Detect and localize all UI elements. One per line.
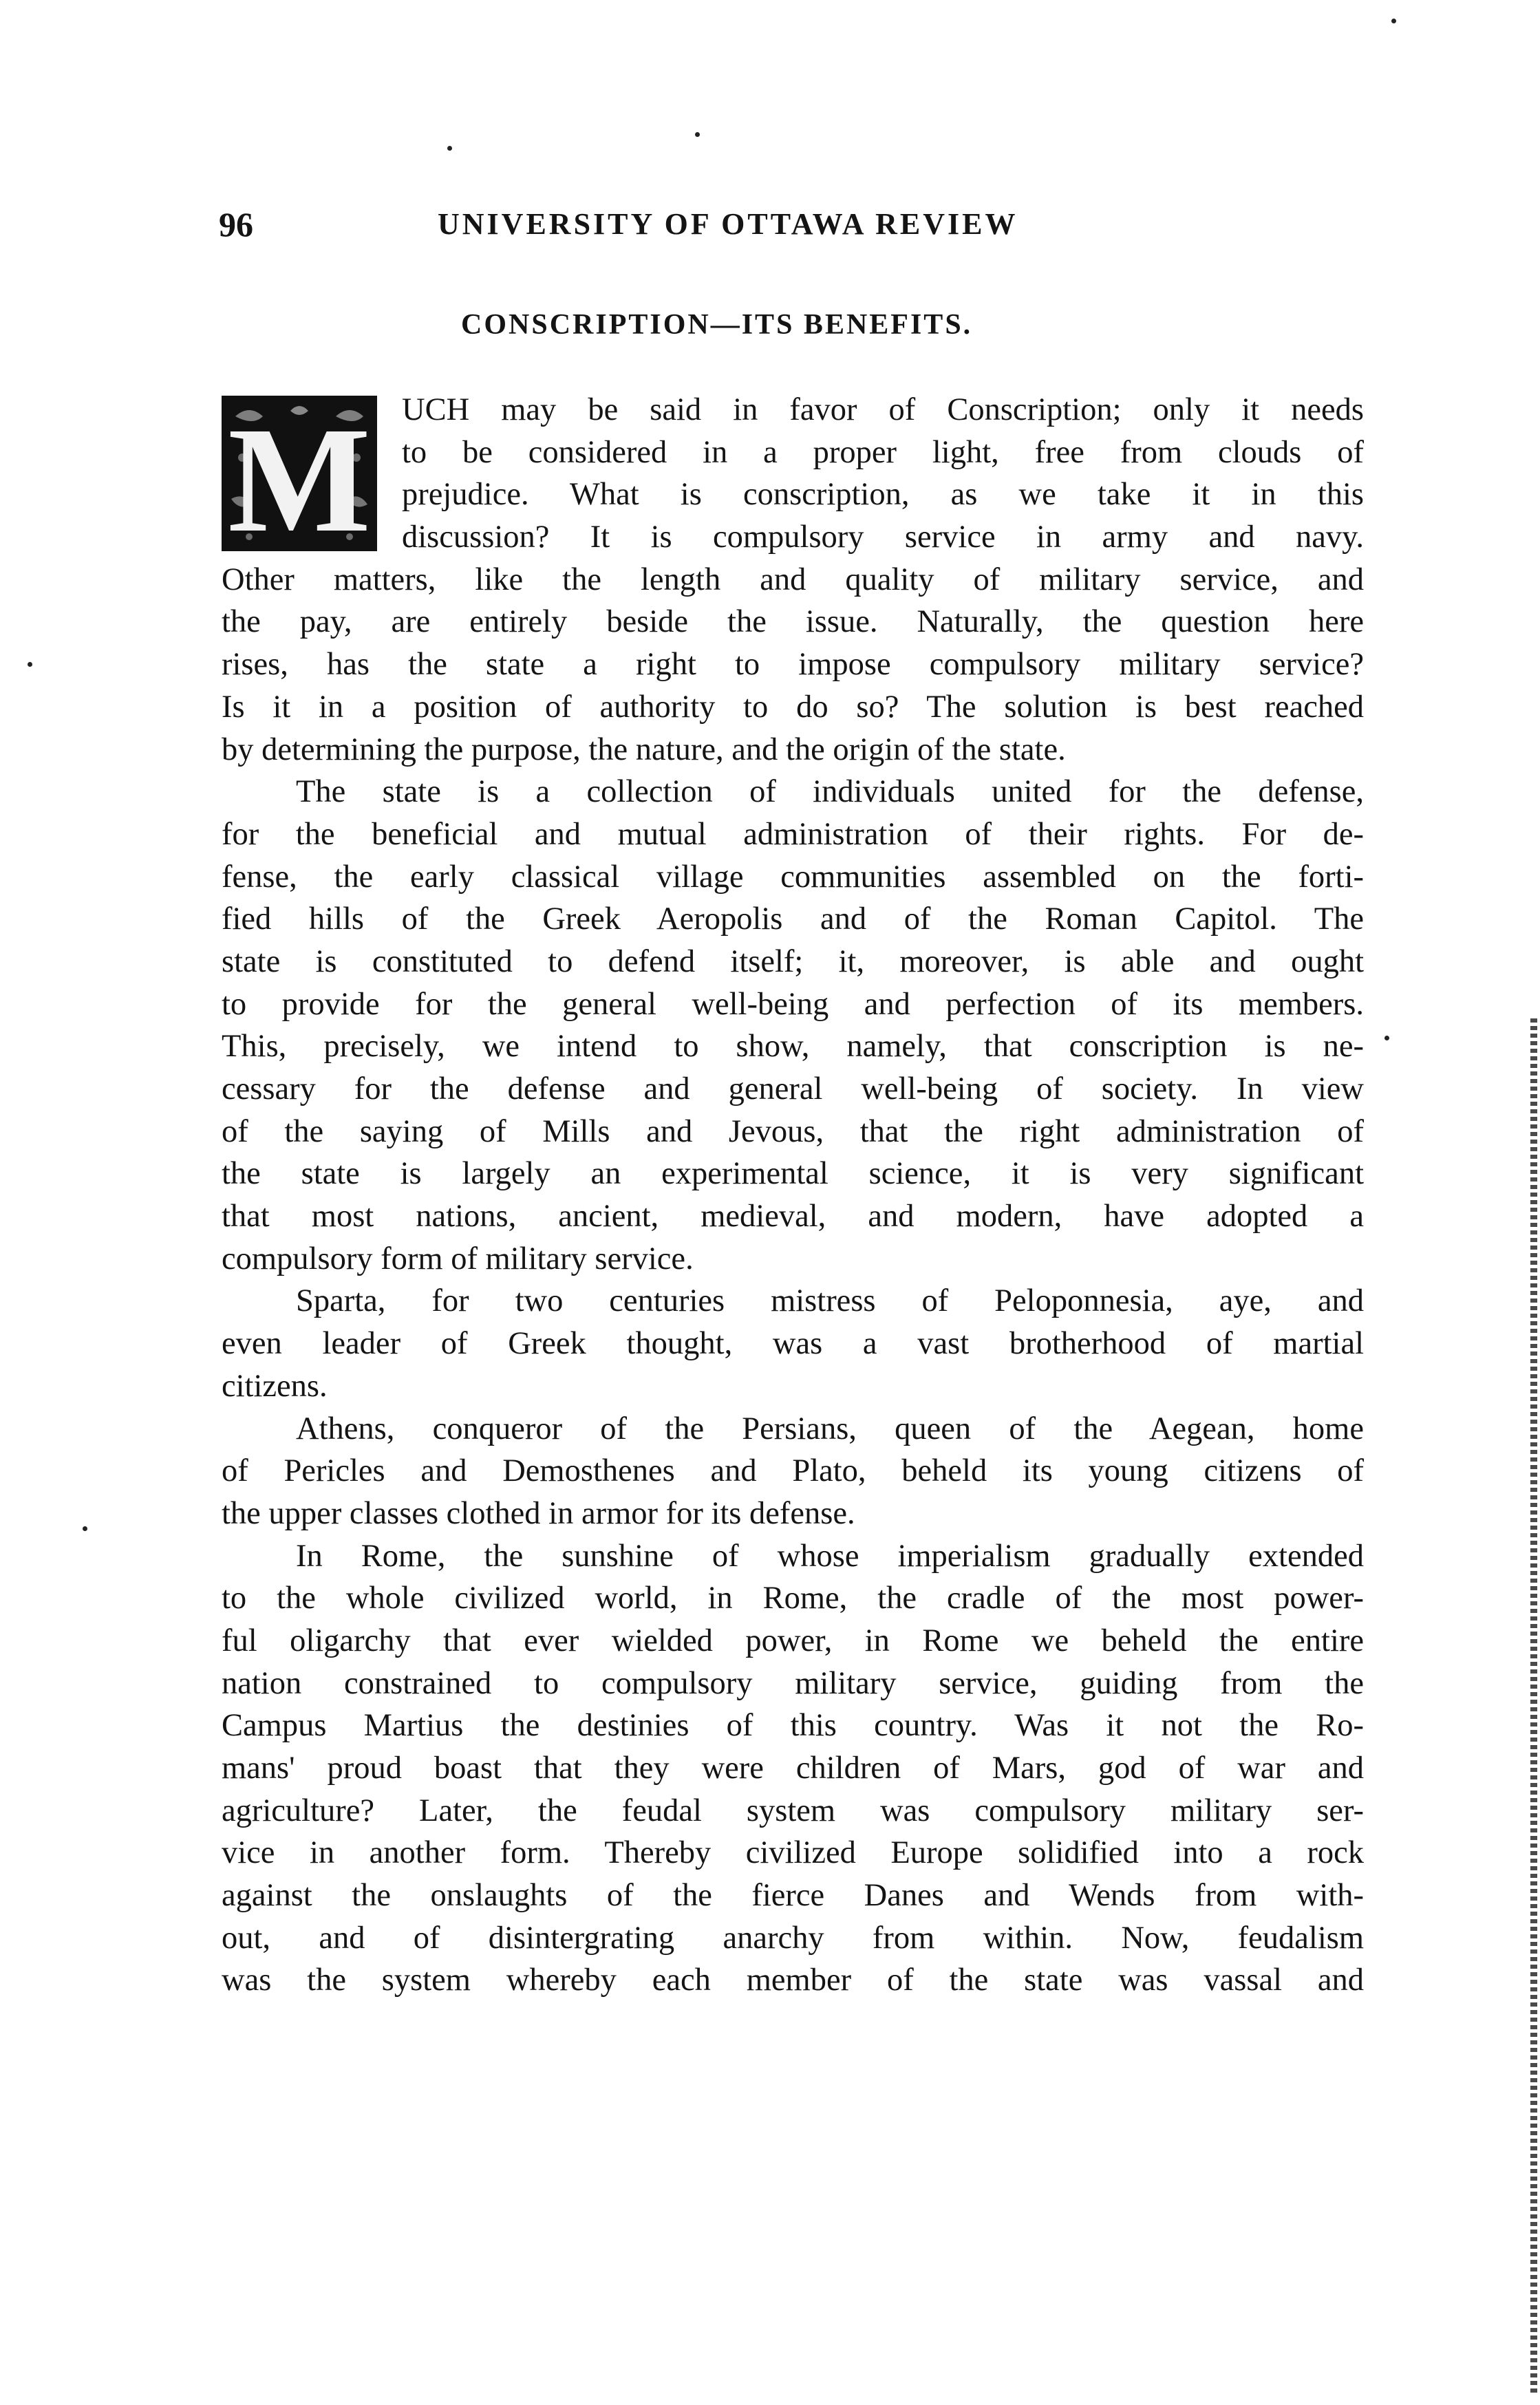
text-line: nation constrained to compulsory military service, guiding from the: [222, 1665, 1364, 1701]
text-line: was the system whereby each member of the state was vassal and: [222, 1963, 1364, 1998]
text-line: that most nations, ancient, medieval, and modern, have adopted a: [222, 1199, 1364, 1234]
text-line: agriculture? Later, the feudal system was compulsory military ser-: [222, 1793, 1364, 1828]
text-line: UCH may be said in favor of Conscription; only it needs: [402, 392, 1364, 427]
text-line: Campus Martius the destinies of this country. Was it not the Ro-: [222, 1708, 1364, 1744]
text-line: to provide for the general well-being and perfection of its members.: [222, 986, 1364, 1022]
text-line: out, and of disintergrating anarchy from within. Now, feudalism: [222, 1920, 1364, 1956]
text-line: This, precisely, we intend to show, namely, that conscription is ne-: [222, 1029, 1364, 1065]
text-line: even leader of Greek thought, was a vast brotherhood of martial: [222, 1326, 1364, 1362]
text-line: of the saying of Mills and Jevous, that the right administration of: [222, 1113, 1364, 1149]
scan-speck: [83, 1526, 87, 1531]
text-line: rises, has the state a right to impose compulsory military service?: [222, 647, 1364, 683]
text-line: discussion? It is compulsory service in army and navy.: [402, 520, 1364, 555]
scan-speck: [1384, 1036, 1389, 1040]
text-line: Sparta, for two centuries mistress of Peloponnesia, aye, and: [296, 1283, 1364, 1319]
text-line: mans' proud boast that they were children of Mars, god of war and: [222, 1751, 1364, 1786]
text-line: for the beneficial and mutual administration of their rights. For de-: [222, 816, 1364, 852]
text-line: ful oligarchy that ever wielded power, in Rome we beheld the entire: [222, 1623, 1364, 1658]
text-line: prejudice. What is conscription, as we take it in this: [402, 477, 1364, 513]
scan-speck: [695, 132, 700, 137]
text-line: The state is a collection of individuals united for the defense,: [296, 774, 1364, 810]
page-number: 96: [219, 205, 253, 244]
text-line: Athens, conqueror of the Persians, queen of the Aegean, home: [296, 1411, 1364, 1446]
text-line: cessary for the defense and general well-being of society. In view: [222, 1071, 1364, 1107]
text-line: In Rome, the sunshine of whose imperialism gradually extended: [296, 1538, 1364, 1574]
text-line: fied hills of the Greek Aeropolis and of the Roman Capitol. The: [222, 901, 1364, 937]
text-line: compulsory form of military service.: [222, 1241, 694, 1276]
article-title: CONSCRIPTION—ITS BENEFITS.: [461, 309, 973, 341]
text-line: against the onslaughts of the fierce Danes and Wends from with-: [222, 1878, 1364, 1914]
scan-speck: [1391, 19, 1396, 23]
text-line: Is it in a position of authority to do so? The solution is best reached: [222, 689, 1364, 725]
running-head: UNIVERSITY OF OTTAWA REVIEW: [438, 207, 1018, 241]
text-line: state is constituted to defend itself; it, moreover, is able and ought: [222, 943, 1364, 979]
scan-speck: [28, 662, 32, 667]
article-body: [222, 389, 1364, 2002]
text-line: citizens.: [222, 1368, 328, 1404]
text-line: by determining the purpose, the nature, and the origin of the state.: [222, 731, 1066, 767]
text-line: fense, the early classical village communities assembled on the forti-: [222, 859, 1364, 895]
text-line: the upper classes clothed in armor for its defense.: [222, 1495, 855, 1531]
scan-edge-mark: [1530, 1018, 1537, 2395]
scan-speck: [447, 146, 452, 151]
text-line: vice in another form. Thereby civilized Europe solidified into a rock: [222, 1835, 1364, 1871]
text-line: Other matters, like the length and quality of military service, and: [222, 562, 1364, 597]
text-line: of Pericles and Demosthenes and Plato, beheld its young citizens of: [222, 1453, 1364, 1489]
text-line: the state is largely an experimental science, it is very significant: [222, 1156, 1364, 1192]
text-line: to the whole civilized world, in Rome, the cradle of the most power-: [222, 1581, 1364, 1616]
text-line: to be considered in a proper light, free from clouds of: [402, 434, 1364, 470]
drop-cap-letter: M: [228, 396, 371, 551]
text-line: the pay, are entirely beside the issue. Naturally, the question here: [222, 604, 1364, 640]
